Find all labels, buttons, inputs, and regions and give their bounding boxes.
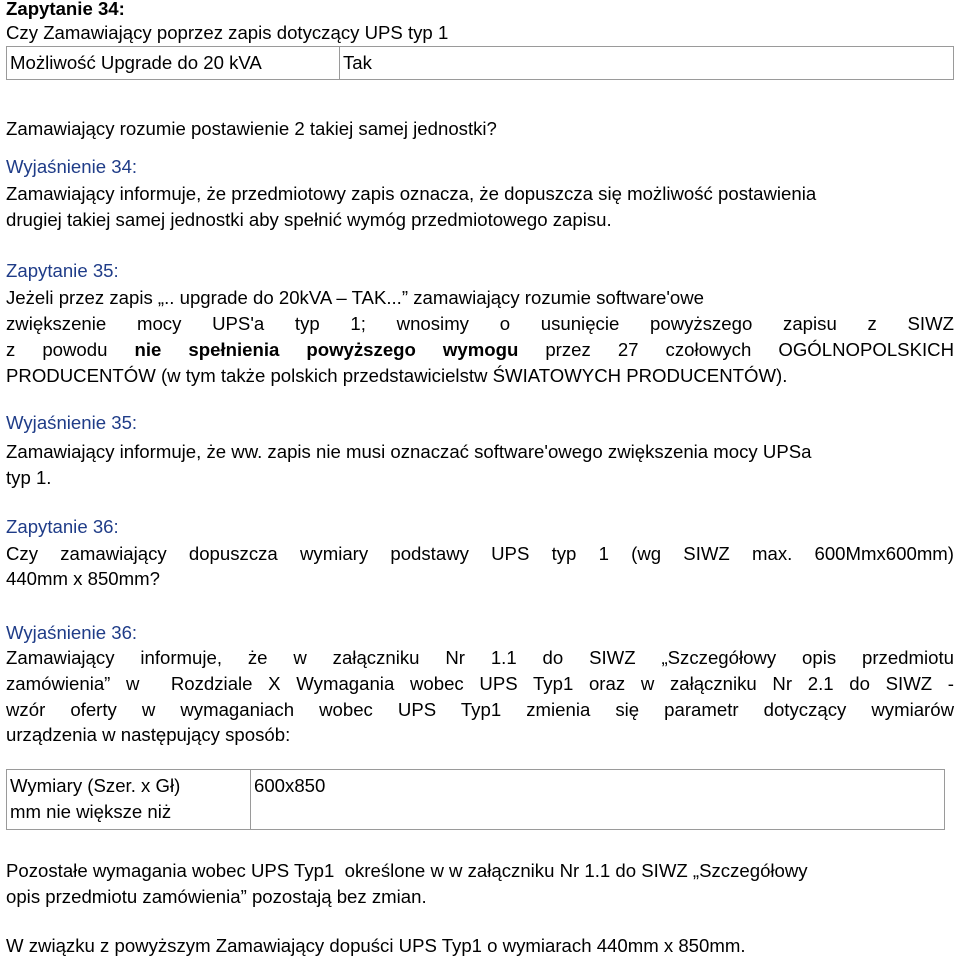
table-row: [7, 47, 954, 80]
answer-36-text-3: wzór oferty w wymaganiach wobec UPS Typ1 zmienia się parametr dotyczący wymiarów: [6, 699, 954, 720]
table-cell: Wymiary (Szer. x Gł) mm nie większe niż: [7, 770, 251, 830]
question-35-title: Zapytanie 35:: [6, 260, 119, 281]
question-35-text-3: z powodu nie spełnienia powyższego wymogu przez 27 czołowych OGÓLNOPOLSKICH: [6, 339, 955, 360]
answer-36-text-1: Zamawiający informuje, że w załączniku Nr 1.1 do SIWZ „Szczegółowy opis przedmiotu: [6, 647, 954, 668]
answer-36-title: Wyjaśnienie 36:: [6, 622, 138, 643]
answer-34-title: Wyjaśnienie 34:: [6, 156, 138, 177]
table-cell: 600x850: [251, 770, 945, 830]
answer-36-text-2: zamówienia” w Rozdziale X Wymagania wobec UPS Typ1 oraz w załączniku Nr 2.1 do SIWZ -: [6, 673, 954, 694]
answer-34-text-2: drugiej takiej samej jednostki aby spełnić wymóg przedmiotowego zapisu.: [6, 209, 612, 230]
question-35-text-2: zwiększenie mocy UPS'a typ 1; wnosimy o usunięcie powyższego zapisu z SIWZ: [6, 313, 954, 334]
question-34-table: [6, 46, 954, 80]
table-row: [7, 770, 945, 830]
question-35-text-4: PRODUCENTÓW (w tym także polskich przedstawicielstw ŚWIATOWYCH PRODUCENTÓW).: [6, 365, 788, 386]
table-cell: Możliwość Upgrade do 20 kVA: [7, 47, 340, 80]
question-36-text-1: Czy zamawiający dopuszcza wymiary podstawy UPS typ 1 (wg SIWZ max. 600Mmx600mm): [6, 543, 954, 564]
answer-36-conclusion: W związku z powyższym Zamawiający dopuści UPS Typ1 o wymiarach 440mm x 850mm.: [6, 935, 746, 956]
answer-36-text-4: urządzenia w następujący sposób:: [6, 724, 291, 745]
question-36-title: Zapytanie 36:: [6, 516, 119, 537]
answer-36-text-5: Pozostałe wymagania wobec UPS Typ1 określone w w załączniku Nr 1.1 do SIWZ „Szczegółowy: [6, 860, 808, 881]
answer-35-text-2: typ 1.: [6, 467, 52, 488]
table-cell: Tak: [340, 47, 954, 80]
question-34-text-2: Zamawiający rozumie postawienie 2 takiej samej jednostki?: [6, 118, 497, 139]
answer-34-text-1: Zamawiający informuje, że przedmiotowy zapis oznacza, że dopuszcza się możliwość postawienia: [6, 183, 817, 204]
question-34-title: Zapytanie 34:: [6, 0, 125, 19]
question-36-text-2: 440mm x 850mm?: [6, 568, 160, 589]
question-34-text: Czy Zamawiający poprzez zapis dotyczący UPS typ 1: [6, 22, 449, 43]
answer-35-text-1: Zamawiający informuje, że ww. zapis nie musi oznaczać software'owego zwiększenia mocy UPSa: [6, 441, 812, 462]
answer-35-title: Wyjaśnienie 35:: [6, 412, 138, 433]
emphasis-text: nie spełnienia powyższego wymogu: [134, 339, 519, 360]
question-35-text-1: Jeżeli przez zapis „.. upgrade do 20kVA – TAK...” zamawiający rozumie software'owe: [6, 287, 705, 308]
answer-36-text-6: opis przedmiotu zamówienia” pozostają bez zmian.: [6, 886, 427, 907]
answer-36-table: [6, 769, 945, 830]
